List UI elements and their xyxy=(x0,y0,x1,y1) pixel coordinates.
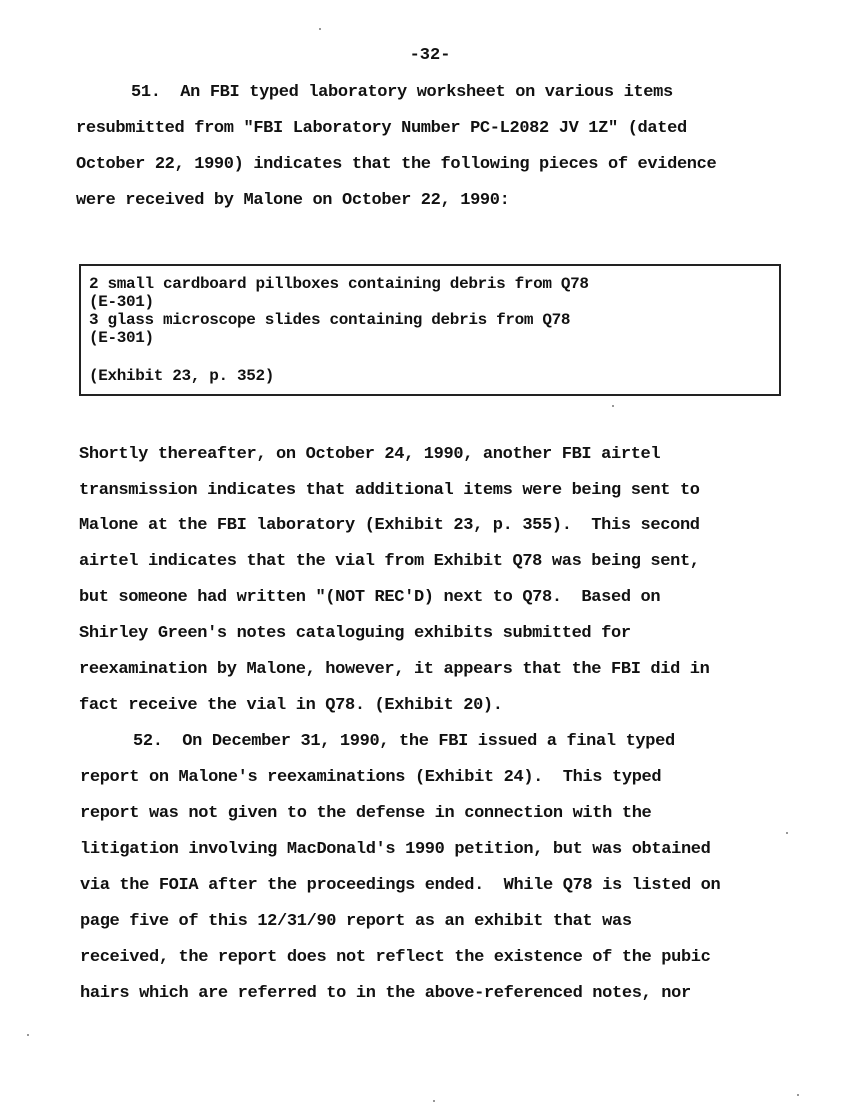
page-number: -32- xyxy=(409,46,451,65)
paragraph-line: received, the report does not reflect the existence of the pubic xyxy=(80,948,711,967)
paragraph-line: 51. An FBI typed laboratory worksheet on various items xyxy=(131,83,673,102)
paragraph-line: airtel indicates that the vial from Exhibit Q78 was being sent, xyxy=(79,552,700,571)
paragraph-line: via the FOIA after the proceedings ended. While Q78 is listed on xyxy=(80,876,721,895)
paragraph-line: reexamination by Malone, however, it appears that the FBI did in xyxy=(79,660,710,679)
paragraph-line: were received by Malone on October 22, 1990: xyxy=(76,191,510,210)
paragraph-line: October 22, 1990) indicates that the following pieces of evidence xyxy=(76,155,717,174)
scan-speck xyxy=(433,1100,435,1102)
paragraph-line: transmission indicates that additional items were being sent to xyxy=(79,481,700,500)
paragraph-line: Shortly thereafter, on October 24, 1990, another FBI airtel xyxy=(79,445,661,464)
paragraph-line: resubmitted from "FBI Laboratory Number PC-L2082 JV 1Z" (dated xyxy=(76,119,687,138)
scan-speck xyxy=(786,832,788,834)
paragraph-line: page five of this 12/31/90 report as an exhibit that was xyxy=(80,912,632,931)
scan-speck xyxy=(319,28,321,30)
evidence-citation: (Exhibit 23, p. 352) xyxy=(89,367,275,385)
evidence-item: (E-301) xyxy=(89,329,154,347)
paragraph-line: but someone had written "(NOT REC'D) next to Q78. Based on xyxy=(79,588,661,607)
paragraph-line: fact receive the vial in Q78. (Exhibit 20). xyxy=(79,696,503,715)
paragraph-line: report was not given to the defense in connection with the xyxy=(80,804,652,823)
paragraph-line: report on Malone's reexaminations (Exhibit 24). This typed xyxy=(80,768,662,787)
paragraph-line: Shirley Green's notes cataloguing exhibits submitted for xyxy=(79,624,631,643)
paragraph-line: litigation involving MacDonald's 1990 petition, but was obtained xyxy=(80,840,711,859)
paragraph-line: hairs which are referred to in the above-referenced notes, nor xyxy=(80,984,691,1003)
paragraph-line: Malone at the FBI laboratory (Exhibit 23, p. 355). This second xyxy=(79,516,700,535)
scan-speck xyxy=(27,1034,29,1036)
scan-speck xyxy=(612,405,614,407)
evidence-item: (E-301) xyxy=(89,293,154,311)
evidence-item: 3 glass microscope slides containing debris from Q78 xyxy=(89,311,571,329)
evidence-item: 2 small cardboard pillboxes containing debris from Q78 xyxy=(89,275,589,293)
paragraph-line: 52. On December 31, 1990, the FBI issued a final typed xyxy=(133,732,675,751)
scan-speck xyxy=(797,1094,799,1096)
evidence-list-box xyxy=(79,264,781,396)
